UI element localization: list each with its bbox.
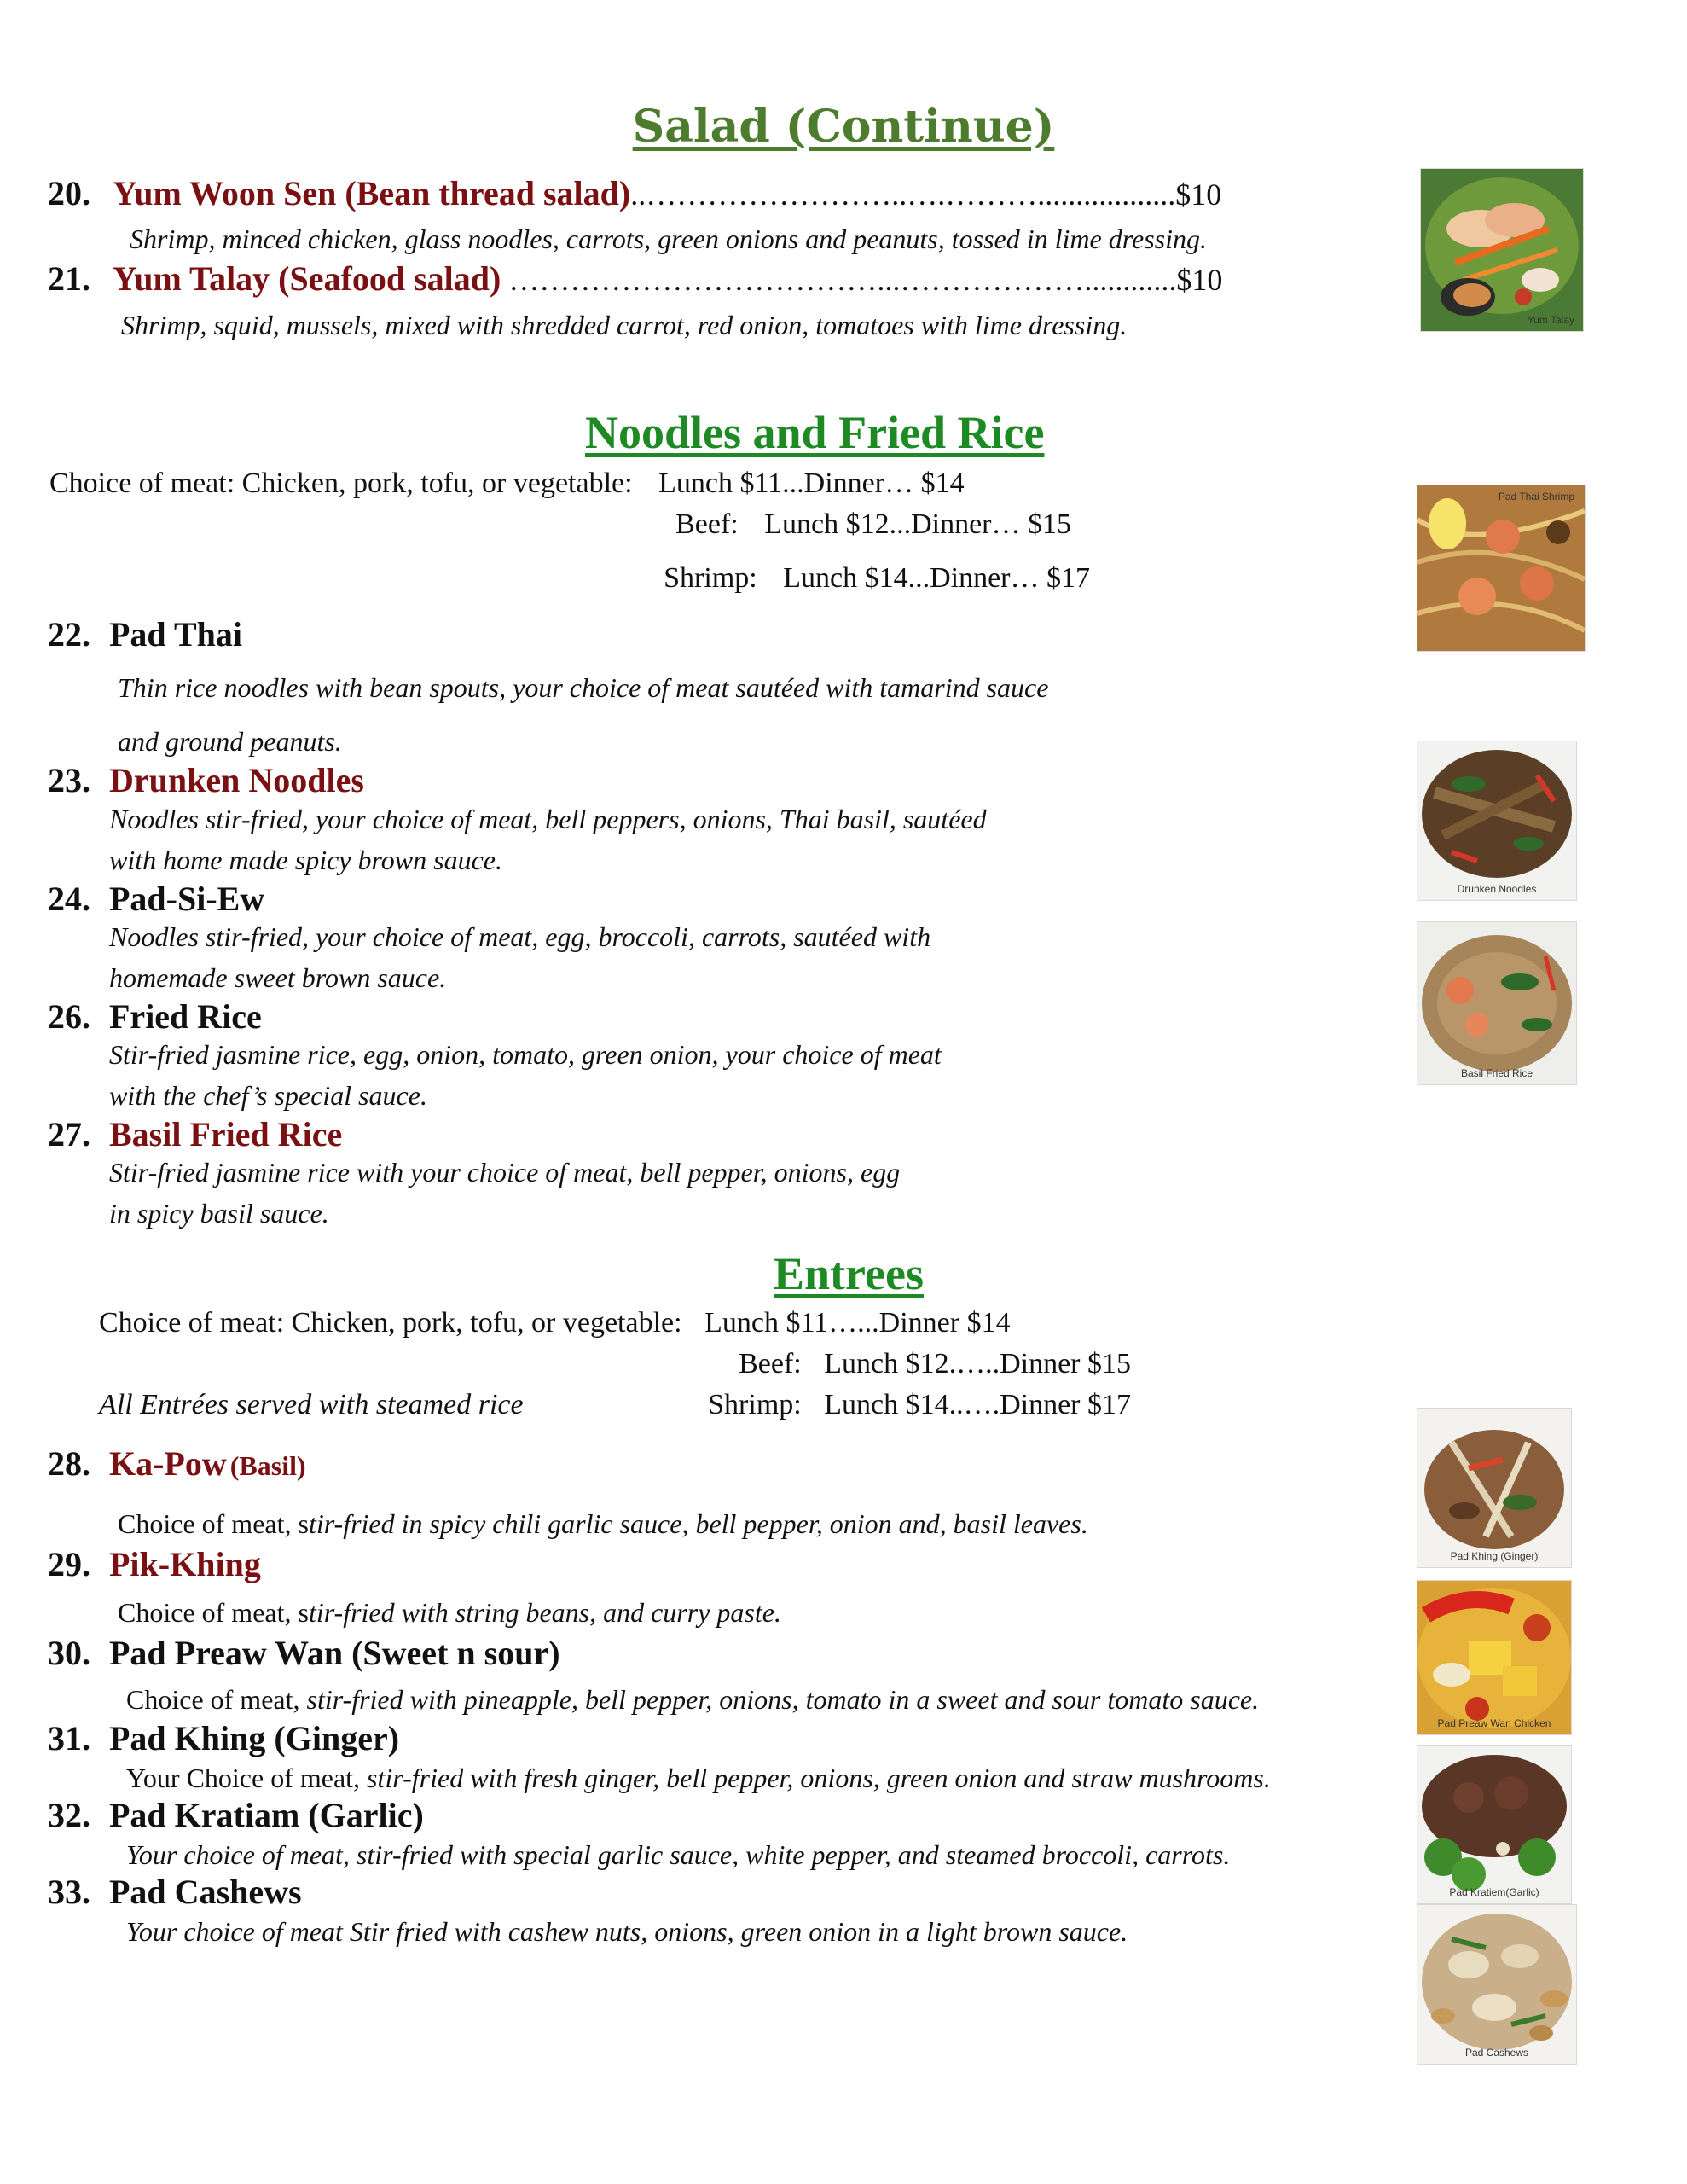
item-number: 32. <box>48 1796 90 1834</box>
pad-kratiem-image <box>1417 1746 1571 1903</box>
pad-thai-image <box>1417 485 1585 651</box>
price-row-beef <box>675 508 1071 541</box>
item-description: with the chef’s special sauce. <box>109 1080 427 1111</box>
photo-caption: Pad Kratiem(Garlic) <box>1449 1886 1539 1898</box>
item-description: Your choice of meat, stir-fried with special garlic sauce, white pepper, and steamed broccoli, carrots. <box>126 1839 1231 1870</box>
item-name: Fried Rice <box>109 997 262 1036</box>
item-name: Pad Preaw Wan (Sweet n sour) <box>109 1634 560 1672</box>
price-leader: ..……………………..….……….................. <box>630 177 1176 212</box>
item-number: 21. <box>48 259 90 298</box>
photo-drunken-noodles <box>1417 741 1577 901</box>
item-description: Shrimp, squid, mussels, mixed with shredded carrot, red onion, tomatoes with lime dressing. <box>121 310 1128 340</box>
item-number: 22. <box>48 615 90 653</box>
price-value: Lunch $14...Dinner… $17 <box>783 562 1090 594</box>
menu-item-29 <box>48 1544 261 1584</box>
photo-yum-talay <box>1420 168 1584 332</box>
photo-pad-cashews <box>1417 1904 1577 2065</box>
menu-item-33 <box>48 1872 302 1912</box>
menu-item-28 <box>48 1443 306 1484</box>
item-description: Stir-fried jasmine rice with your choice of meat, bell pepper, onions, egg <box>109 1157 901 1188</box>
photo-caption: Drunken Noodles <box>1457 883 1537 895</box>
item-description: Your Choice of meat, stir-fried with fresh ginger, bell pepper, onions, green onion and straw mushrooms. <box>126 1763 1271 1793</box>
item-description: Noodles stir-fried, your choice of meat, bell peppers, onions, Thai basil, sautéed <box>109 804 987 834</box>
photo-caption: Pad Thai Shrimp <box>1498 491 1574 502</box>
item-number: 28. <box>48 1444 90 1483</box>
item-description: Stir-fried jasmine rice, egg, onion, tomato, green onion, your choice of meat <box>109 1039 942 1070</box>
item-description: Noodles stir-fried, your choice of meat, egg, broccoli, carrots, sautéed with <box>109 921 931 952</box>
price-value: Lunch $11...Dinner… $14 <box>658 468 965 499</box>
noodles-section-title: Noodles and Fried Rice <box>585 407 1045 458</box>
item-description: Choice of meat, stir-fried with pineapple, bell pepper, onions, tomato in a sweet and sour tomato sauce. <box>126 1684 1260 1715</box>
price-label: Choice of meat: Chicken, pork, tofu, or vegetable: <box>99 1307 682 1339</box>
item-price: $10 <box>1176 263 1223 297</box>
price-value: Lunch $12.…..Dinner $15 <box>824 1348 1131 1380</box>
item-number: 24. <box>48 880 90 918</box>
menu-item-20 <box>48 173 1221 213</box>
price-row-beef <box>739 1348 1131 1380</box>
item-number: 33. <box>48 1873 90 1911</box>
price-row-choice <box>99 1307 1011 1339</box>
basil-fried-rice-image <box>1417 922 1576 1084</box>
drunken-noodles-image <box>1417 741 1576 900</box>
item-description: Choice of meat, stir-fried in spicy chili garlic sauce, bell pepper, onion and, basil leaves. <box>118 1508 1088 1539</box>
menu-item-31 <box>48 1718 399 1758</box>
menu-item-22 <box>48 614 242 654</box>
photo-pad-preaw-wan <box>1417 1580 1572 1735</box>
item-name: Drunken Noodles <box>109 761 364 799</box>
price-label: Shrimp: <box>708 1389 802 1420</box>
price-row-shrimp <box>664 562 1090 595</box>
item-description: and ground peanuts. <box>118 726 342 757</box>
item-description: Your choice of meat Stir fried with cashew nuts, onions, green onion in a light brown sauce. <box>126 1916 1128 1947</box>
item-name: Ka-Pow <box>109 1444 227 1483</box>
price-label: Choice of meat: Chicken, pork, tofu, or vegetable: <box>49 468 633 499</box>
salad-section-title: Salad (Continue) <box>632 101 1055 153</box>
item-description: Shrimp, minced chicken, glass noodles, carrots, green onions and peanuts, tossed in lime dressing. <box>130 224 1207 254</box>
photo-caption: Basil Fried Rice <box>1460 1067 1533 1079</box>
item-name: Pad Khing (Ginger) <box>109 1719 400 1757</box>
pad-cashews-image <box>1417 1905 1576 2064</box>
item-name: Pad Cashews <box>109 1873 302 1911</box>
menu-item-24 <box>48 879 264 919</box>
item-price: $10 <box>1175 177 1222 212</box>
entrees-section-title: Entrees <box>774 1248 924 1299</box>
photo-pad-khing <box>1417 1408 1572 1568</box>
item-number: 23. <box>48 761 90 799</box>
price-label: Beef: <box>739 1348 802 1380</box>
item-description: homemade sweet brown sauce. <box>109 962 447 993</box>
item-name: Pik-Khing <box>109 1545 261 1583</box>
price-value: Lunch $12...Dinner… $15 <box>764 508 1071 540</box>
price-value: Lunch $11…...Dinner $14 <box>704 1307 1011 1339</box>
item-name: Pad Kratiam (Garlic) <box>109 1796 424 1834</box>
photo-caption: Yum Talay <box>1527 314 1574 326</box>
item-name: Basil Fried Rice <box>109 1115 343 1153</box>
price-row-shrimp <box>708 1389 1131 1421</box>
item-name: Yum Talay (Seafood salad) <box>113 259 501 298</box>
item-number: 29. <box>48 1545 90 1583</box>
item-name: Pad Thai <box>109 615 242 653</box>
item-description: in spicy basil sauce. <box>109 1198 329 1228</box>
item-number: 30. <box>48 1634 90 1672</box>
item-description: with home made spicy brown sauce. <box>109 845 502 875</box>
item-number: 26. <box>48 997 90 1036</box>
item-description: Choice of meat, stir-fried with string beans, and curry paste. <box>118 1597 781 1628</box>
entrees-rice-note: All Entrées served with steamed rice <box>99 1389 524 1420</box>
price-label: Beef: <box>675 508 739 540</box>
pad-khing-image <box>1417 1409 1571 1567</box>
price-leader: ………………………………...………………............ <box>501 263 1177 297</box>
item-name-suffix: (Basil) <box>229 1450 306 1481</box>
item-number: 31. <box>48 1719 90 1757</box>
menu-item-26 <box>48 996 262 1037</box>
pad-preaw-wan-image <box>1417 1581 1571 1734</box>
photo-caption: Pad Khing (Ginger) <box>1450 1550 1539 1562</box>
photo-caption: Pad Cashews <box>1464 2047 1529 2059</box>
menu-item-32 <box>48 1795 424 1835</box>
item-name: Pad-Si-Ew <box>109 880 265 918</box>
price-row-choice <box>49 468 965 500</box>
menu-item-27 <box>48 1114 342 1154</box>
photo-basil-fried-rice <box>1417 921 1577 1085</box>
item-number: 20. <box>48 174 90 212</box>
price-value: Lunch $14..….Dinner $17 <box>824 1389 1131 1420</box>
item-name: Yum Woon Sen (Bean thread salad) <box>113 174 631 212</box>
menu-item-23 <box>48 760 364 800</box>
photo-pad-thai-shrimp <box>1417 485 1586 652</box>
photo-caption: Pad Preaw Wan Chicken <box>1437 1717 1551 1729</box>
price-label: Shrimp: <box>664 562 757 594</box>
item-description: Thin rice noodles with bean spouts, your choice of meat sautéed with tamarind sauce <box>118 672 1049 703</box>
photo-pad-kratiem <box>1417 1745 1572 1904</box>
menu-item-21 <box>48 258 1222 299</box>
item-number: 27. <box>48 1115 90 1153</box>
yum-talay-image <box>1421 169 1583 331</box>
menu-item-30 <box>48 1633 560 1673</box>
